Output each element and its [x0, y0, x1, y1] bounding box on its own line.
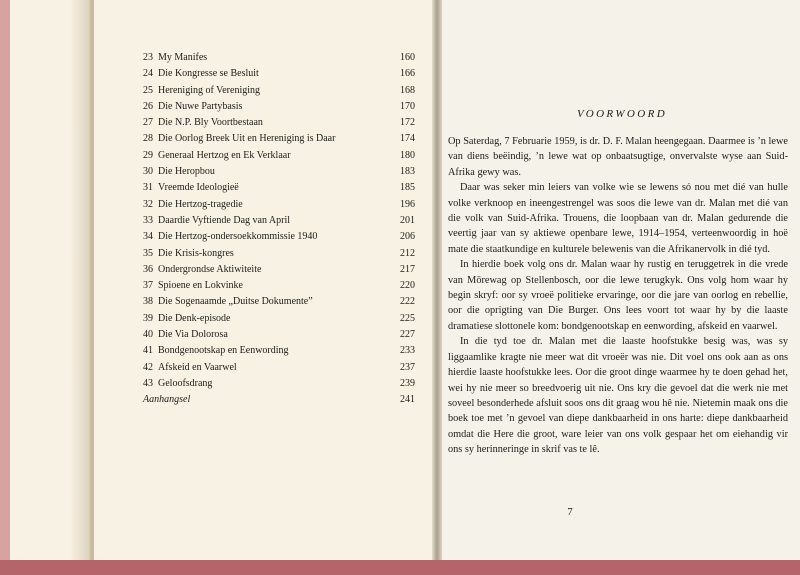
toc-entry-title: Die N.P. Bly Voortbestaan: [158, 117, 263, 129]
toc-entry-title: Die Hertzog-tragedie: [158, 198, 243, 210]
toc-entry: [143, 278, 415, 294]
toc-entry-page: 217: [400, 263, 415, 275]
toc-entry: [143, 343, 415, 359]
toc-entry-title: Daardie Vyftiende Dag van April: [158, 214, 290, 226]
toc-entry-number: 23: [143, 52, 153, 63]
toc-entry-number: 40: [143, 329, 153, 341]
toc-entry-number: 38: [143, 296, 153, 308]
toc-entry: [143, 213, 415, 229]
toc-entry-title: Die Kongresse se Besluit: [158, 68, 259, 80]
toc-entry: [143, 246, 415, 262]
toc-entry-page: 185: [400, 182, 415, 194]
toc-entry-page: 180: [400, 149, 415, 161]
toc-entry-title: Bondgenootskap en Eenwording: [158, 345, 289, 357]
toc-entry-number: 34: [143, 231, 153, 243]
toc-appendix-page: 241: [400, 394, 415, 406]
toc-entry-number: 41: [143, 345, 153, 357]
foreword-paragraph: In die tyd toe dr. Malan met die laaste hoofstukke besig was, was sy liggaamlike kragte nie meer wat dit vroeër was nie. Dit voel ons ook aan as ons hierdie laaste hoofstukke lees. Oor die groot dinge waarmee hy te doen gehad het, wei hy nie meer so breedvoerig uit nie. Ons kry die gevoel dat die werk nie met soveel besonderhede afsluit soos ons dit graag wou hê nie. Nietemin maak ons die boek toe met ’n gevoel van diepe dankbaarheid in ons harte: diepe dankbaarheid omdat die Here die groot, ware leier van ons volk gespaar het om eiehandig vir ons sy herinneringe in skrif vas te lê.: [448, 336, 788, 456]
toc-entry-page: 201: [400, 214, 415, 226]
toc-entry-number: 35: [143, 247, 153, 259]
toc-entry-title: Die Denk-episode: [158, 312, 231, 324]
toc-entry-page: 239: [400, 377, 415, 389]
toc-entry: [143, 131, 415, 147]
toc-entry-number: 37: [143, 280, 153, 292]
page-number: 7: [567, 506, 573, 518]
toc-entry-title: Die Krisis-kongres: [158, 247, 234, 259]
left-page-curl: [70, 0, 90, 575]
toc-entry-page: 222: [400, 296, 415, 308]
toc-entry-title: Die Via Dolorosa: [158, 329, 228, 341]
toc-entry: [143, 229, 415, 245]
table-of-contents: [143, 50, 415, 409]
toc-entry-number: 25: [143, 84, 153, 96]
toc-entry-page: 172: [400, 117, 415, 129]
toc-entry-title: Spioene en Lokvinke: [158, 280, 243, 292]
book-cover-edge: [0, 0, 10, 575]
toc-entry-page: 225: [400, 312, 415, 324]
toc-entry: [143, 262, 415, 278]
foreword-paragraph: In hierdie boek volg ons dr. Malan waar hy rustig en teruggetrek in die vrede van Mōrewag op Stellenbosch, oor die lewe terugkyk. Ons volg hom waar hy begin skryf: oor sy vroeë politieke ervaringe, oor die jare van oorlog en rebellie, oor die oprigting van Die Burger. Ons lees voort tot waar hy by die laaste dramatiese slottonele kom: bondgenootskap en eenwording, afskeid en vaarwel.: [448, 259, 788, 332]
toc-entry-title: Hereniging of Vereniging: [158, 84, 261, 96]
toc-entry: [143, 327, 415, 343]
foreword-paragraph: Op Saterdag, 7 Februarie 1959, is dr. D. F. Malan heengegaan. Daarmee is ’n lewe van diens beëindig, ’n lewe wat op onbaatsugtige, onvervalste wyse aan Suid-Afrika gewy was.: [448, 136, 788, 178]
toc-entry-number: 39: [143, 312, 153, 324]
toc-entry-number: 42: [143, 361, 153, 373]
toc-entry-title: Die Sogenaamde „Duitse Dokumente”: [158, 296, 313, 308]
toc-entry: [143, 66, 415, 82]
toc-entry-number: 30: [143, 166, 153, 178]
toc-entry-page: 160: [400, 52, 415, 63]
toc-entry: [143, 115, 415, 131]
toc-entry-title: Vreemde Ideologieë: [158, 182, 239, 194]
toc-entry-number: 43: [143, 377, 153, 389]
toc-entry-page: 166: [400, 68, 415, 80]
toc-entry: [143, 197, 415, 213]
toc-entry-number: 26: [143, 100, 153, 112]
toc-entry: [143, 180, 415, 196]
toc-entry: [143, 83, 415, 99]
toc-entry-number: 28: [143, 133, 153, 145]
toc-entry-title: Die Nuwe Partybasis: [158, 100, 243, 112]
toc-entry-number: 29: [143, 149, 153, 161]
toc-entry-number: 27: [143, 117, 153, 129]
book-gutter: [432, 0, 442, 575]
toc-entry-title: Die Oorlog Breek Uit en Hereniging is Daar: [158, 133, 336, 145]
toc-entry-title: Ondergrondse Aktiwiteite: [158, 263, 262, 275]
toc-entry: [143, 99, 415, 115]
toc-appendix-row: [143, 392, 415, 408]
toc-entry: [143, 376, 415, 392]
toc-entry-page: 168: [400, 84, 415, 96]
toc-entry-title: Die Heropbou: [158, 166, 215, 178]
toc-entry-page: 183: [400, 166, 415, 178]
left-page-edge: [90, 0, 94, 575]
toc-entry-number: 36: [143, 263, 153, 275]
toc-entry-number: 32: [143, 198, 153, 210]
toc-entry-page: 212: [400, 247, 415, 259]
toc-list: [143, 50, 415, 392]
toc-entry-page: 227: [400, 329, 415, 341]
toc-entry: [143, 164, 415, 180]
toc-entry: [143, 50, 415, 66]
toc-entry: [143, 148, 415, 164]
book-cover-bottom: [0, 560, 800, 575]
foreword-heading: VOORWOORD: [576, 108, 668, 120]
toc-entry-number: 31: [143, 182, 153, 194]
toc-entry-title: Generaal Hertzog en Ek Verklaar: [158, 149, 291, 161]
toc-entry-page: 174: [400, 133, 415, 145]
toc-entry-page: 170: [400, 100, 415, 112]
toc-entry: [143, 294, 415, 310]
toc-entry: [143, 311, 415, 327]
toc-entry-page: 237: [400, 361, 415, 373]
toc-entry-page: 233: [400, 345, 415, 357]
foreword-body: [448, 134, 788, 458]
toc-entry-page: 220: [400, 280, 415, 292]
foreword-paragraph: Daar was seker min leiers van volke wie se lewens só nou met dié van hulle volke verknoop en ineengestrengel was soos die lewe van dr. Malan met dié van die volk van Suid-Afrika. Trouens, die loopbaan van dr. Malan gedurende die veertig jaar van sy aktiewe openbare lewe, 1914–1954, verteenwoordig in hoë mate die staatkundige en kulturele belewenis van die Afrikanervolk in dié tyd.: [448, 182, 788, 255]
toc-entry-title: Geloofsdrang: [158, 377, 213, 389]
toc-entry-number: 33: [143, 214, 153, 226]
toc-entry-number: 24: [143, 68, 153, 80]
toc-entry-page: 206: [400, 231, 415, 243]
toc-entry-title: Die Hertzog-ondersoekkommissie 1940: [158, 231, 318, 243]
toc-appendix-title: Aanhangsel: [143, 394, 191, 406]
toc-entry-title: My Manifes: [158, 52, 208, 63]
toc-entry: [143, 360, 415, 376]
toc-entry-page: 196: [400, 198, 415, 210]
toc-entry-title: Afskeid en Vaarwel: [158, 361, 237, 373]
